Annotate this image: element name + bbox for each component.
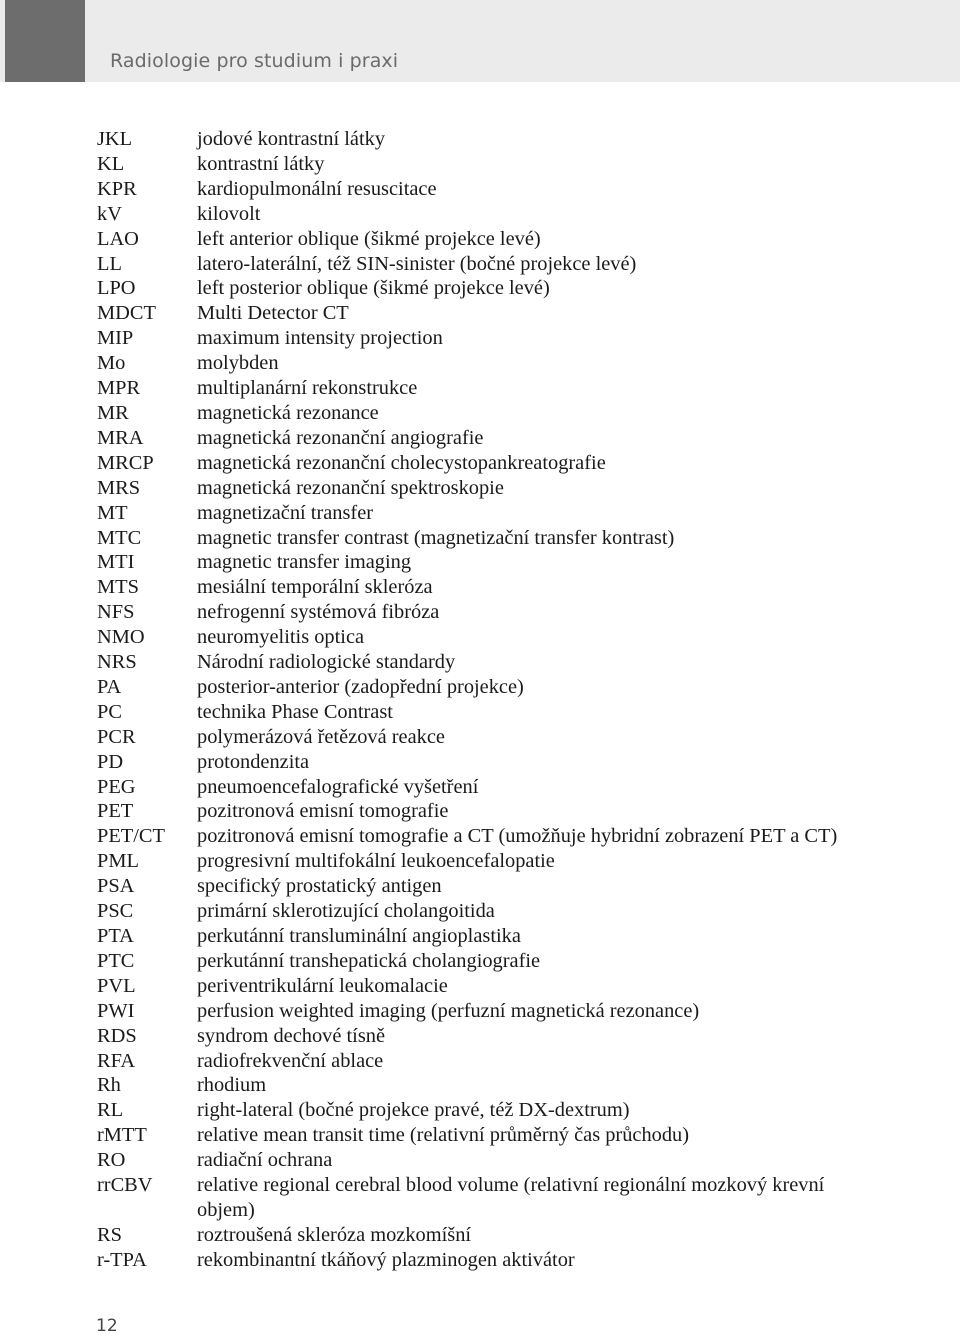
abbreviation-row [97,326,857,351]
abbreviation-definition: Multi Detector CT [197,302,349,325]
abbreviation-definition: rekombinantní tkáňový plazminogen aktivátor [197,1248,575,1271]
abbreviation-row [97,152,857,177]
abbreviation-row [97,849,857,874]
abbreviation-term: r-TPA [97,1248,147,1271]
abbreviation-row [97,426,857,451]
abbreviation-row [97,1049,857,1074]
abbreviation-term: MRCP [97,451,154,474]
abbreviation-term: MTS [97,576,139,599]
abbreviation-term: PVL [97,974,136,997]
abbreviation-definition: roztroušená skleróza mozkomíšní [197,1223,472,1246]
abbreviation-definition: polymerázová řetězová reakce [197,725,445,748]
abbreviation-row [97,575,857,600]
abbreviation-term: LPO [97,277,136,300]
page-number: 12 [96,1316,118,1336]
abbreviation-row [97,775,857,800]
abbreviation-row [97,376,857,401]
abbreviation-term: PEG [97,775,136,798]
abbreviation-term: MT [97,501,128,524]
abbreviation-term: PWI [97,999,135,1022]
abbreviation-definition: pneumoencefalografické vyšetření [197,775,479,798]
abbreviation-term: RO [97,1149,126,1172]
abbreviation-definition: Národní radiologické standardy [197,651,456,674]
abbreviation-definition: magnetická rezonanční spektroskopie [197,476,504,499]
abbreviation-definition: radiofrekvenční ablace [197,1049,384,1072]
abbreviation-row [97,750,857,775]
abbreviation-definition: posterior-anterior (zadopřední projekce) [197,675,524,698]
abbreviation-row [97,301,857,326]
abbreviation-definition: pozitronová emisní tomografie a CT (umožňuje hybridní zobrazení PET a CT) [197,825,838,848]
abbreviation-row [97,227,857,252]
abbreviation-definition: pozitronová emisní tomografie [197,800,449,823]
abbreviation-row [97,1123,857,1148]
header-accent-block [5,0,85,82]
page-header [0,0,960,82]
abbreviation-definition: magnetic transfer imaging [197,551,412,574]
abbreviation-definition: progresivní multifokální leukoencefalopatie [197,850,555,873]
abbreviation-row [97,276,857,301]
abbreviation-row [97,999,857,1024]
abbreviation-definition: syndrom dechové tísně [197,1024,386,1047]
abbreviation-row [97,177,857,202]
abbreviation-term: PTC [97,949,135,972]
abbreviation-row [97,451,857,476]
abbreviation-definition: left anterior oblique (šikmé projekce levé) [197,227,541,250]
abbreviation-term: PML [97,850,139,873]
abbreviation-row [97,625,857,650]
abbreviation-term: MPR [97,377,141,400]
abbreviation-definition: kilovolt [197,202,261,225]
abbreviation-term: NFS [97,601,135,624]
abbreviation-row [97,1223,857,1248]
abbreviation-definition: perkutánní transluminální angioplastika [197,925,521,947]
abbreviation-definition: technika Phase Contrast [197,700,393,723]
abbreviation-definition: kardiopulmonální resuscitace [197,177,437,200]
abbreviation-definition: nefrogenní systémová fibróza [197,601,440,624]
abbreviation-definition: latero-laterální, též SIN-sinister (bočné projekce levé) [197,252,637,275]
abbreviation-definition: right-lateral (bočné projekce pravé, též DX-dextrum) [197,1099,630,1122]
abbreviation-definition: primární sklerotizující cholangoitida [197,900,495,923]
abbreviation-definition: magnetická rezonanční cholecystopankreatografie [197,451,606,474]
abbreviation-term: kV [97,202,122,225]
abbreviation-definition: neuromyelitis optica [197,626,365,649]
abbreviation-definition: mesiální temporální skleróza [197,576,433,599]
abbreviation-definition: specifický prostatický antigen [197,875,442,898]
abbreviation-row [97,650,857,675]
abbreviation-term: rrCBV [97,1174,153,1197]
abbreviation-definition: radiační ochrana [197,1149,333,1172]
abbreviation-term: PCR [97,725,136,748]
abbreviation-row [97,401,857,426]
abbreviation-row [97,127,857,152]
abbreviation-term: PTA [97,925,134,947]
abbreviation-row [97,202,857,227]
abbreviation-definition: relative regional cerebral blood volume (relativní regionální mozkový krevní objem) [197,1174,825,1221]
abbreviation-term: PD [97,750,124,773]
abbreviation-definition: perfusion weighted imaging (perfuzní magnetická rezonance) [197,999,700,1022]
abbreviation-definition: magnetická rezonanční angiografie [197,426,484,449]
abbreviation-term: PC [97,700,122,723]
abbreviation-term: PET/CT [97,825,165,848]
abbreviation-list [97,127,857,1273]
abbreviation-row [97,550,857,575]
abbreviation-row [97,1098,857,1123]
abbreviation-row [97,501,857,526]
abbreviation-term: RS [97,1223,122,1246]
abbreviation-term: PSA [97,875,135,898]
abbreviation-definition: multiplanární rekonstrukce [197,377,418,400]
abbreviation-row [97,476,857,501]
abbreviation-row [97,874,857,899]
abbreviation-term: LAO [97,227,139,250]
abbreviation-definition: kontrastní látky [197,152,325,175]
abbreviation-term: PET [97,800,134,823]
abbreviation-term: MRS [97,476,141,499]
abbreviation-definition: molybden [197,352,279,375]
abbreviation-term: KPR [97,177,137,200]
abbreviation-row [97,1173,857,1223]
abbreviation-row [97,924,857,949]
abbreviation-definition: magnetizační transfer [197,501,374,524]
abbreviation-definition: left posterior oblique (šikmé projekce levé) [197,277,550,300]
abbreviation-term: LL [97,252,122,275]
abbreviation-row [97,252,857,277]
abbreviation-term: MRA [97,426,144,449]
abbreviation-row [97,1248,857,1273]
abbreviation-term: NMO [97,626,145,649]
abbreviation-definition: perkutánní transhepatická cholangiografie [197,949,541,972]
abbreviation-term: RFA [97,1049,136,1072]
abbreviation-term: MDCT [97,302,156,325]
abbreviation-row [97,526,857,551]
abbreviation-row [97,899,857,924]
abbreviation-row [97,799,857,824]
abbreviation-row [97,974,857,999]
abbreviation-row [97,824,857,849]
abbreviation-row [97,700,857,725]
abbreviation-term: MTC [97,526,142,549]
abbreviation-row [97,351,857,376]
abbreviation-term: Mo [97,352,126,375]
abbreviation-definition: jodové kontrastní látky [197,128,386,150]
abbreviation-term: KL [97,152,125,175]
abbreviation-row [97,600,857,625]
abbreviation-definition: periventrikulární leukomalacie [197,974,448,997]
abbreviation-term: MIP [97,327,134,350]
running-header-title: Radiologie pro studium i praxi [110,50,399,72]
abbreviation-row [97,675,857,700]
abbreviation-row [97,1024,857,1049]
abbreviation-term: rMTT [97,1124,147,1147]
abbreviation-term: PA [97,675,122,698]
abbreviation-definition: protondenzita [197,750,310,773]
abbreviation-definition: maximum intensity projection [197,327,443,350]
abbreviation-term: Rh [97,1074,121,1097]
abbreviation-definition: relative mean transit time (relativní průměrný čas průchodu) [197,1124,690,1147]
abbreviation-row [97,1148,857,1173]
abbreviation-term: RL [97,1099,124,1122]
abbreviation-term: PSC [97,900,134,923]
abbreviation-definition: magnetická rezonance [197,401,379,424]
abbreviation-term: RDS [97,1024,137,1047]
abbreviation-term: NRS [97,651,137,674]
abbreviation-term: JKL [97,128,133,150]
abbreviation-term: MR [97,401,129,424]
abbreviation-row [97,1073,857,1098]
abbreviation-definition: magnetic transfer contrast (magnetizační transfer kontrast) [197,526,675,549]
abbreviation-definition: rhodium [197,1074,267,1097]
abbreviation-term: MTI [97,551,135,574]
abbreviation-row [97,725,857,750]
abbreviation-row [97,949,857,974]
